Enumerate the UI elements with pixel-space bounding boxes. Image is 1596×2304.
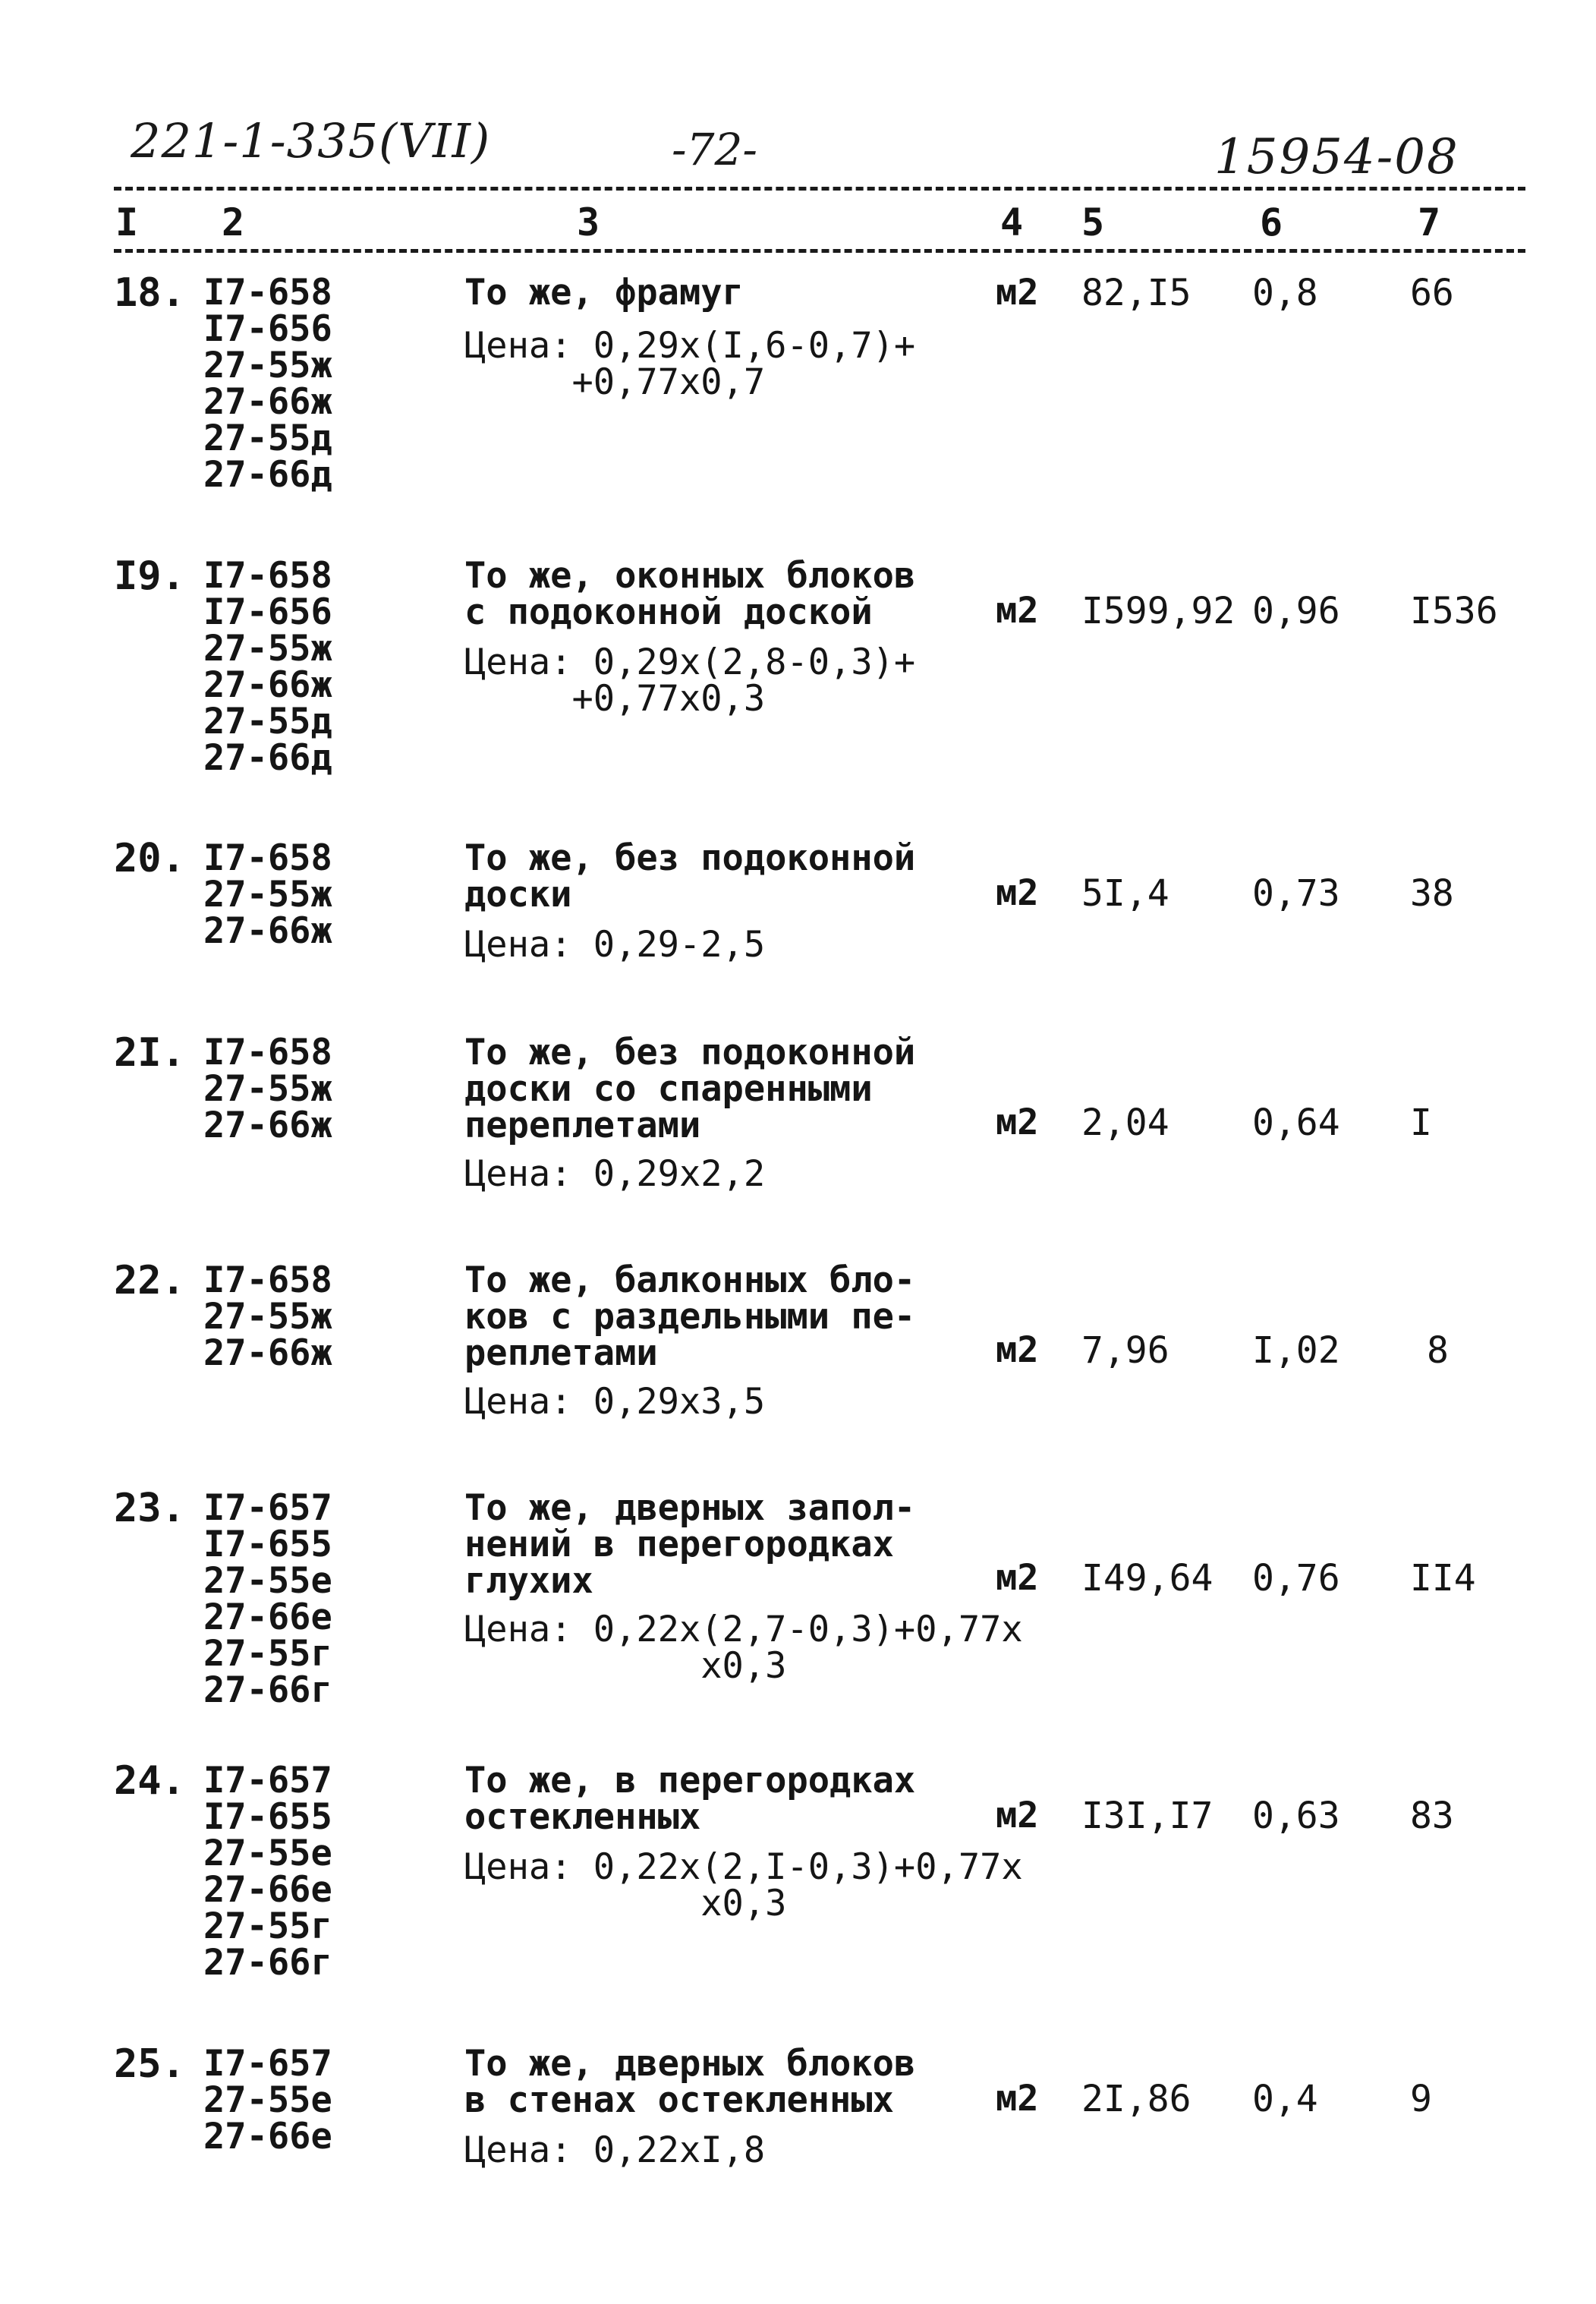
price-codes: I7-657 27-55е 27-66е (203, 2043, 332, 2157)
quantity: I49,64 (1081, 1557, 1214, 1600)
row-number: 24. (114, 1758, 185, 1804)
coefficient: 0,4 (1252, 2078, 1318, 2120)
row-number: 18. (114, 270, 185, 316)
price-codes: I7-658 27-55ж 27-66ж (203, 1032, 332, 1146)
row-number: 22. (114, 1258, 185, 1303)
unit: м2 (996, 872, 1039, 914)
price-codes: I7-658 I7-656 27-55ж 27-66ж 27-55д 27-66д (203, 272, 332, 496)
column-number-5: 5 (1081, 200, 1105, 244)
work-description: То же, дверных блоков в стенах остекленных (464, 2043, 916, 2121)
unit: м2 (996, 2078, 1039, 2120)
price-codes: I7-658 I7-656 27-55ж 27-66ж 27-55д 27-66д (203, 555, 332, 779)
price-formula: Цена: 0,29x2,2 (464, 1153, 766, 1195)
price-codes: I7-658 27-55ж 27-66ж (203, 1259, 332, 1374)
document-code: 221-1-335(VII) (131, 113, 491, 169)
total: 66 (1410, 272, 1454, 314)
column-number-1: I (115, 200, 139, 244)
work-description: То же, без подоконной доски (464, 837, 916, 916)
column-number-7: 7 (1418, 200, 1441, 244)
total: 83 (1410, 1795, 1454, 1837)
price-codes: I7-657 I7-655 27-55е 27-66е 27-55г 27-66г (203, 1760, 332, 1984)
row-number: 20. (114, 836, 185, 881)
row-number: 2I. (114, 1030, 185, 1076)
unit: м2 (996, 272, 1039, 314)
work-description: То же, фрамуг (464, 272, 744, 314)
header-dash-bottom (114, 249, 1525, 253)
price-codes: I7-658 27-55ж 27-66ж (203, 837, 332, 952)
work-description: То же, в перегородках остекленных (464, 1760, 916, 1838)
quantity: 82,I5 (1081, 272, 1191, 314)
unit: м2 (996, 1795, 1039, 1836)
column-number-2: 2 (222, 200, 245, 244)
unit: м2 (996, 1557, 1039, 1599)
unit: м2 (996, 1102, 1039, 1143)
price-formula: Цена: 0,29x3,5 (464, 1381, 766, 1423)
quantity: I599,92 (1081, 590, 1236, 632)
price-formula: Цена: 0,29-2,5 (464, 924, 766, 966)
work-description: То же, оконных блоков с подоконной доской (464, 555, 916, 633)
quantity: 2,04 (1081, 1102, 1169, 1144)
coefficient: 0,8 (1252, 272, 1318, 314)
work-description: То же, балконных бло- ков с раздельными пе- реплетами (464, 1259, 916, 1374)
price-formula: Цена: 0,29x(I,6-0,7)+ +0,77x0,7 (464, 325, 916, 403)
registration-number: 15954-08 (1214, 129, 1459, 185)
unit: м2 (996, 1329, 1039, 1371)
price-formula: Цена: 0,22xI,8 (464, 2129, 766, 2171)
total: II4 (1410, 1557, 1476, 1600)
coefficient: 0,76 (1252, 1557, 1340, 1600)
row-number: 23. (114, 1486, 185, 1531)
header-dash-top (114, 187, 1525, 191)
quantity: 2I,86 (1081, 2078, 1191, 2120)
page-number: -72- (672, 124, 757, 175)
price-formula: Цена: 0,29x(2,8-0,3)+ +0,77x0,3 (464, 641, 916, 720)
coefficient: 0,64 (1252, 1102, 1340, 1144)
work-description: То же, без подоконной доски со спаренными переплетами (464, 1032, 916, 1146)
row-number: 25. (114, 2041, 185, 2087)
row-number: I9. (114, 553, 185, 599)
total: I536 (1410, 590, 1498, 632)
coefficient: 0,96 (1252, 590, 1340, 632)
coefficient: I,02 (1252, 1329, 1340, 1372)
column-number-4: 4 (1000, 200, 1024, 244)
coefficient: 0,73 (1252, 872, 1340, 915)
column-number-3: 3 (577, 200, 600, 244)
total: 8 (1427, 1329, 1449, 1372)
unit: м2 (996, 590, 1039, 632)
quantity: 7,96 (1081, 1329, 1169, 1372)
total: 9 (1410, 2078, 1432, 2120)
coefficient: 0,63 (1252, 1795, 1340, 1837)
work-description: То же, дверных запол- нений в перегородках глухих (464, 1487, 916, 1602)
price-formula: Цена: 0,22x(2,7-0,3)+0,77x x0,3 (464, 1609, 1023, 1687)
total: I (1410, 1102, 1432, 1144)
quantity: I3I,I7 (1081, 1795, 1214, 1837)
total: 38 (1410, 872, 1454, 915)
price-codes: I7-657 I7-655 27-55е 27-66е 27-55г 27-66г (203, 1487, 332, 1711)
column-number-6: 6 (1260, 200, 1283, 244)
quantity: 5I,4 (1081, 872, 1169, 915)
price-formula: Цена: 0,22x(2,I-0,3)+0,77x x0,3 (464, 1846, 1023, 1924)
